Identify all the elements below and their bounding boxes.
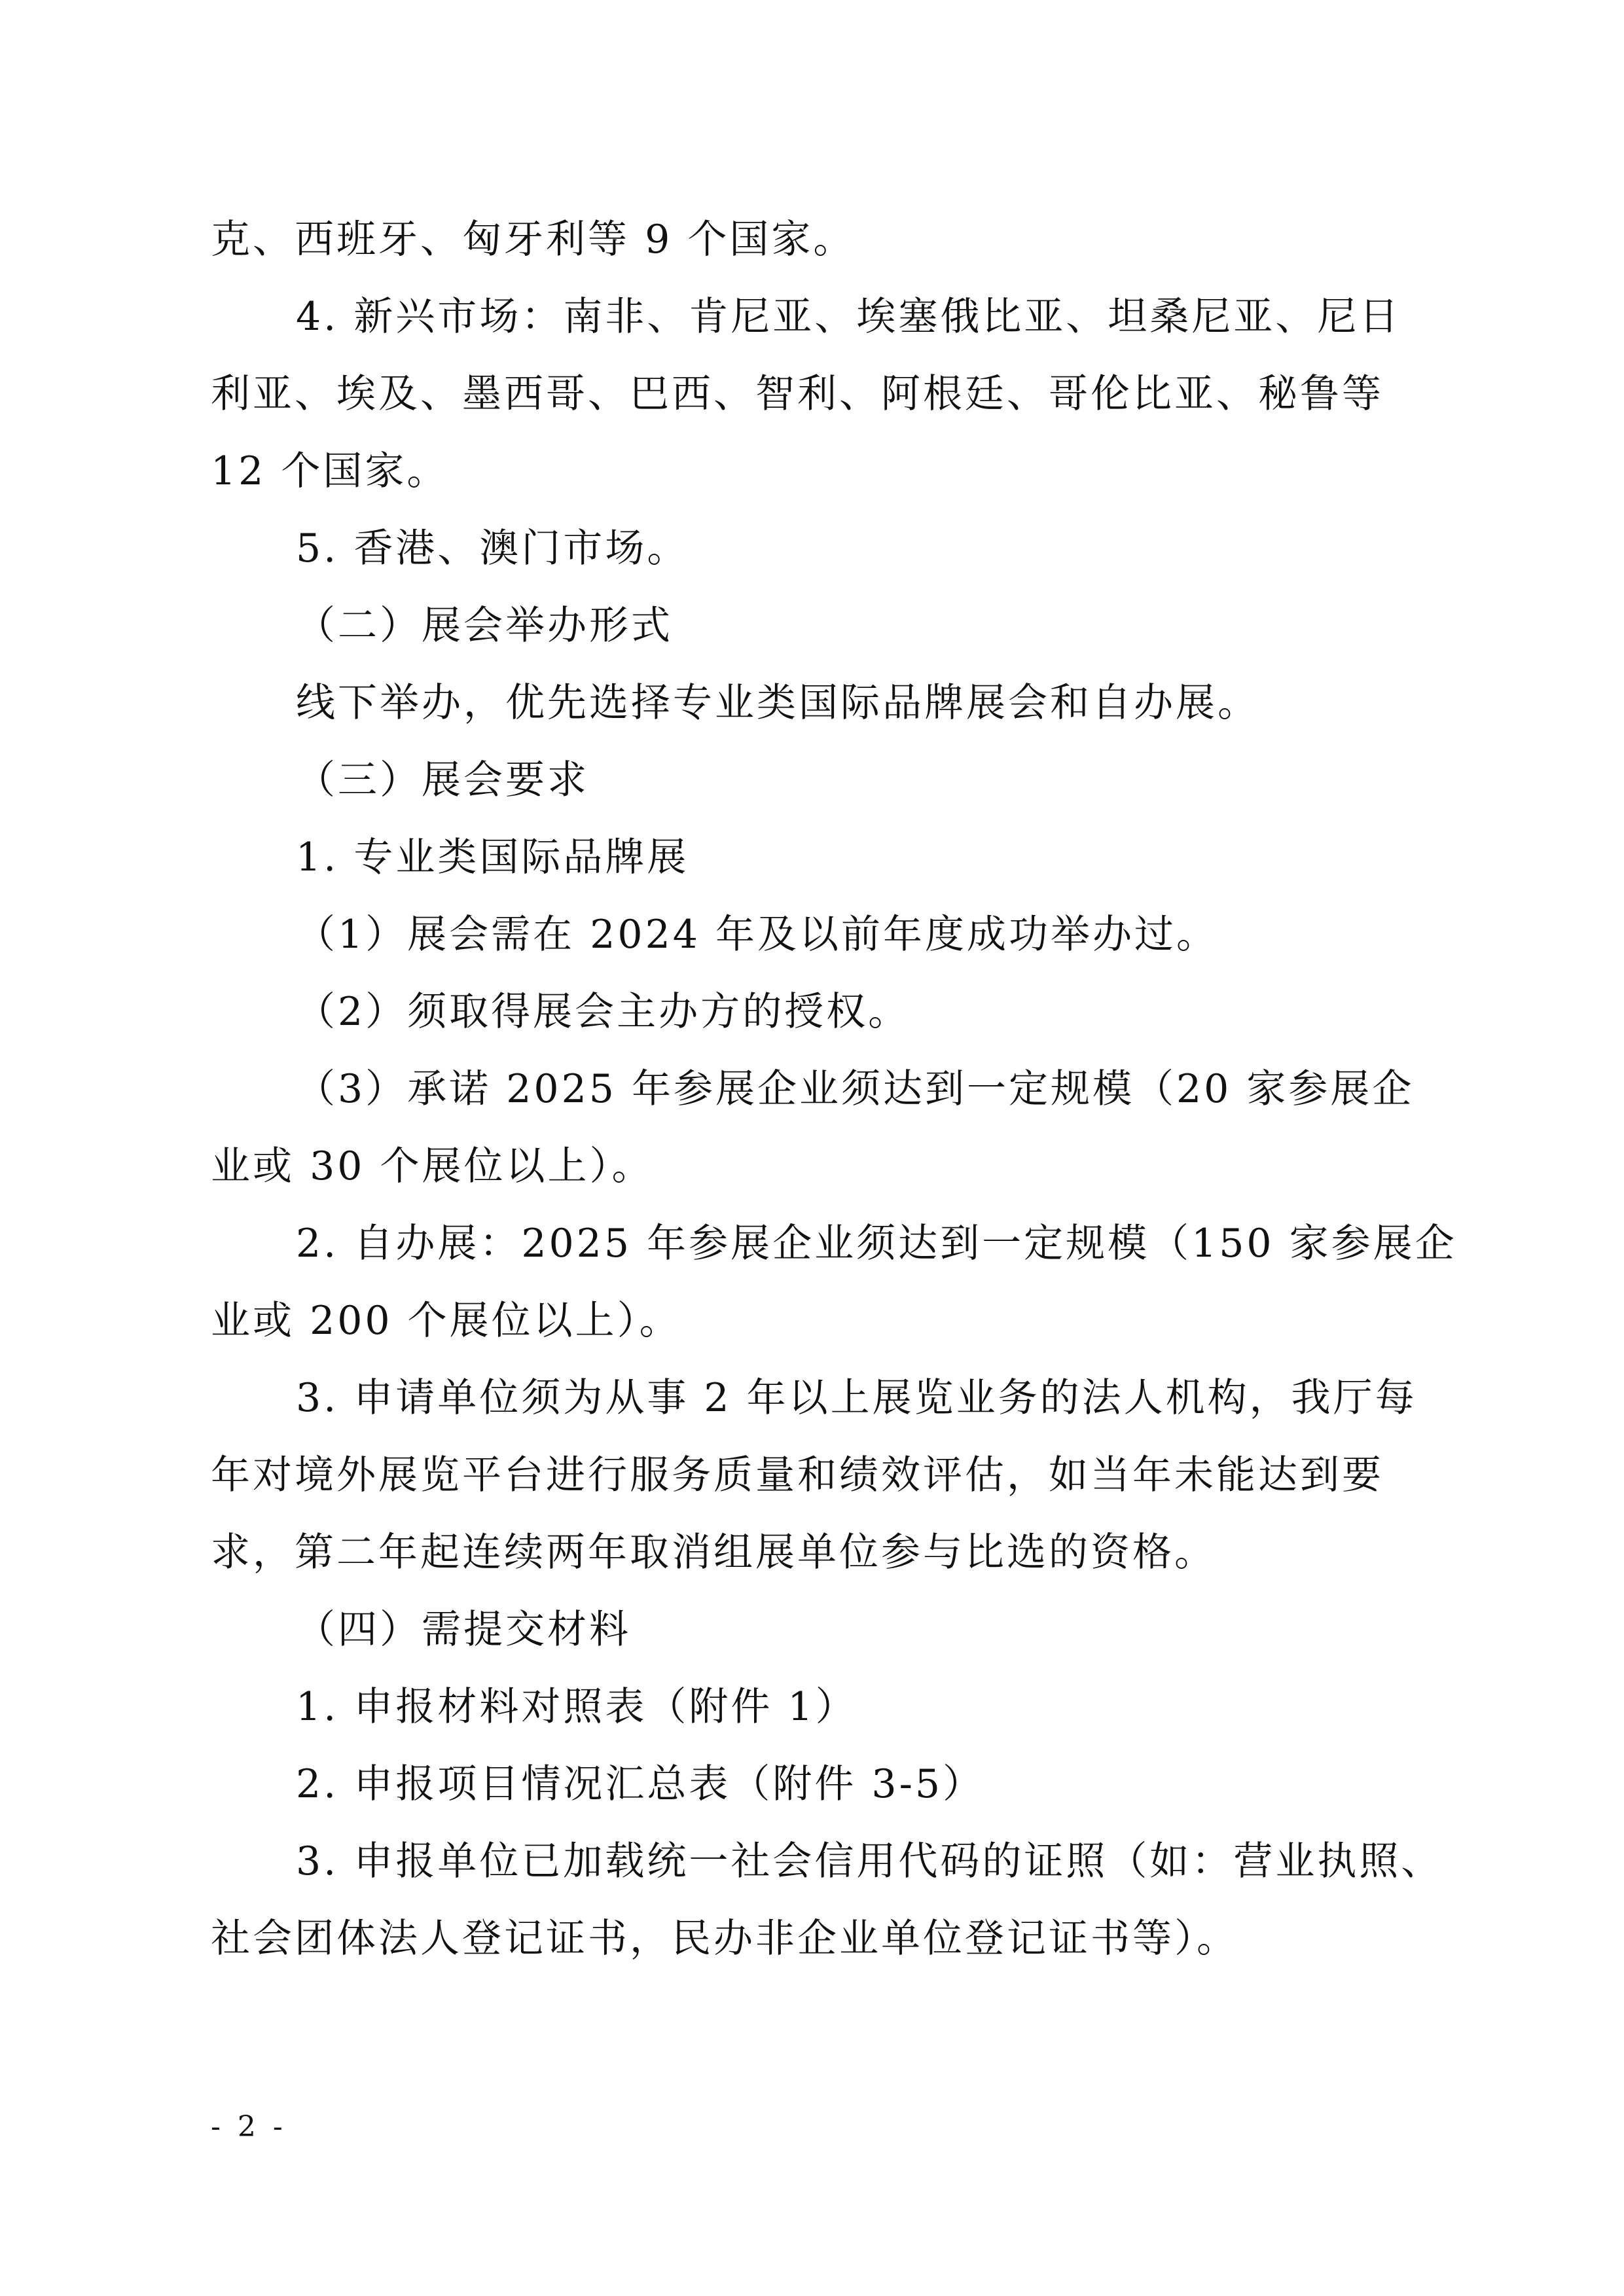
text-line-23: 社会团体法人登记证书，民办非企业单位登记证书等）。 bbox=[211, 1916, 1238, 1962]
text-line-1: 克、西班牙、匈牙利等 9 个国家。 bbox=[211, 217, 856, 262]
section-heading-4: （四）需提交材料 bbox=[296, 1607, 631, 1653]
text-line-7: 线下举办，优先选择专业类国际品牌展会和自办展。 bbox=[296, 680, 1259, 726]
text-line-4: 12 个国家。 bbox=[211, 448, 449, 494]
text-line-20: 1. 申报材料对照表（附件 1） bbox=[296, 1684, 857, 1730]
text-line-13: 业或 30 个展位以上）。 bbox=[211, 1143, 654, 1189]
text-line-18: 求，第二年起连续两年取消组展单位参与比选的资格。 bbox=[211, 1530, 1216, 1575]
page-number: - 2 - bbox=[211, 2110, 287, 2144]
text-line-11: （2）须取得展会主办方的授权。 bbox=[296, 989, 911, 1035]
text-line-2: 4. 新兴市场：南非、肯尼亚、埃塞俄比亚、坦桑尼亚、尼日 bbox=[296, 294, 1401, 340]
text-line-15: 业或 200 个展位以上）。 bbox=[211, 1298, 681, 1344]
section-heading-3: （三）展会要求 bbox=[296, 757, 589, 803]
text-line-9: 1. 专业类国际品牌展 bbox=[296, 834, 689, 880]
text-line-21: 2. 申报项目情况汇总表（附件 3-5） bbox=[296, 1761, 985, 1807]
text-line-10: （1）展会需在 2024 年及以前年度成功举办过。 bbox=[296, 912, 1219, 958]
text-line-5: 5. 香港、澳门市场。 bbox=[296, 526, 689, 571]
text-line-14: 2. 自办展：2025 年参展企业须达到一定规模（150 家参展企 bbox=[296, 1221, 1457, 1266]
text-line-17: 年对境外展览平台进行服务质量和绩效评估，如当年未能达到要 bbox=[211, 1452, 1384, 1498]
text-line-16: 3. 申请单位须为从事 2 年以上展览业务的法人机构，我厅每 bbox=[296, 1375, 1417, 1421]
text-line-22: 3. 申报单位已加载统一社会信用代码的证照（如：营业执照、 bbox=[296, 1839, 1443, 1884]
text-line-3: 利亚、埃及、墨西哥、巴西、智利、阿根廷、哥伦比亚、秘鲁等 bbox=[211, 371, 1384, 417]
section-heading-2: （二）展会举办形式 bbox=[296, 603, 673, 649]
text-line-12: （3）承诺 2025 年参展企业须达到一定规模（20 家参展企 bbox=[296, 1066, 1415, 1112]
